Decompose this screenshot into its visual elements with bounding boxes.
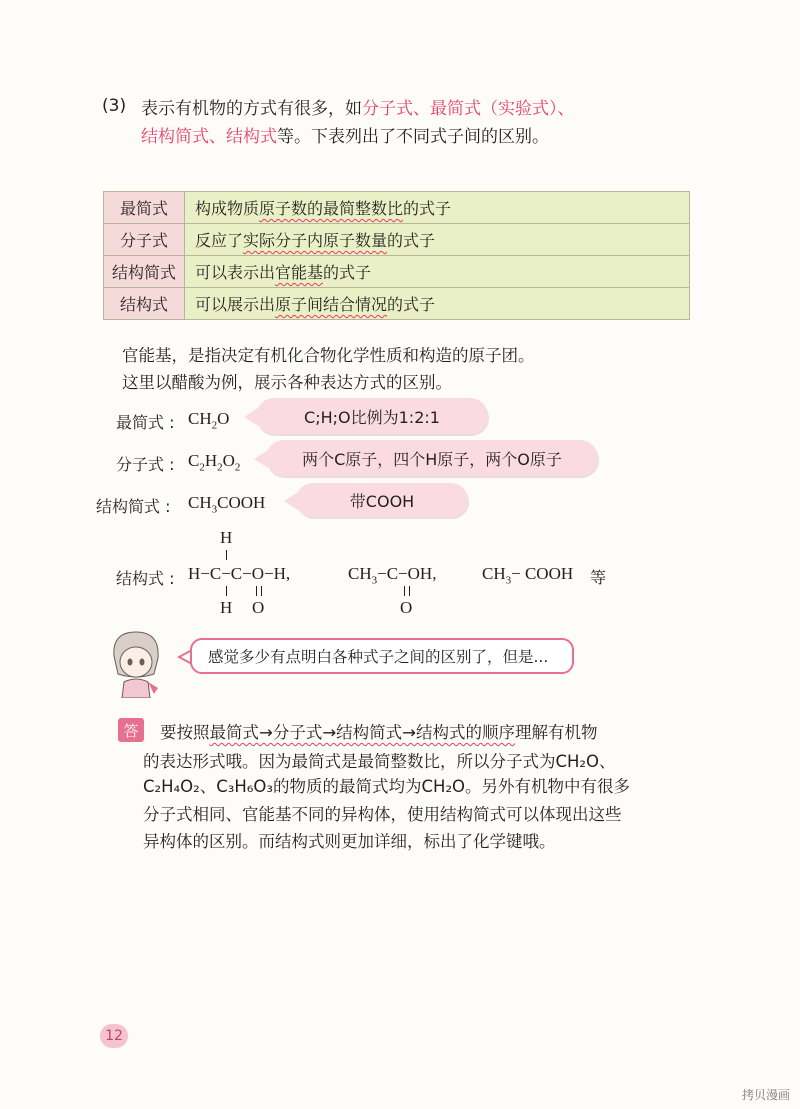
condensed-label: 结构简式 : (96, 497, 171, 516)
definition-cell: 反应了实际分子内原子数量的式子 (185, 224, 690, 256)
condensed-bubble: 带COOH (296, 483, 468, 517)
table-row (104, 256, 690, 288)
explanation-line: 官能基，是指决定有机化合物化学性质和构造的原子团。 (122, 346, 535, 365)
answer-line: 的表达形式哦。因为最简式是最简整数比，所以分子式为CH₂O、 (143, 752, 616, 771)
structural-tail: 等 (590, 568, 607, 587)
watermark: 拷贝漫画 (741, 1088, 790, 1102)
explanation-line: 这里以醋酸为例，展示各种表达方式的区别。 (122, 373, 452, 392)
molecular-bubble: 两个C原子，四个H原子，两个O原子 (266, 440, 598, 476)
intro-highlight: 分子式、最简式（实验式）、 (362, 99, 575, 119)
formula-definition-table (103, 191, 690, 320)
answer-badge: 答 (118, 718, 144, 742)
answer-line: C₂H₄O₂、C₃H₆O₃的物质的最简式均为CH₂O。另外有机物中有很多 (143, 777, 631, 796)
term-cell: 结构式 (104, 288, 185, 320)
definition-cell: 可以展示出原子间结合情况的式子 (185, 288, 690, 320)
empirical-bubble: C;H;O比例为1:2:1 (256, 398, 488, 434)
table-row (104, 288, 690, 320)
empirical-label: 最简式 : (116, 413, 175, 432)
answer-line: 分子式相同、官能基不同的异构体，使用结构简式可以体现出这些 (143, 805, 622, 824)
table-row (104, 224, 690, 256)
intro-text: 表示有机物的方式有很多，如 (141, 99, 362, 119)
speech-bubble: 感觉多少有点明白各种式子之间的区别了，但是... (190, 638, 574, 674)
answer-line: 异构体的区别。而结构式则更加详细，标出了化学键哦。 (143, 832, 556, 851)
intro-text: 等。下表列出了不同式子间的区别。 (277, 127, 549, 147)
molecular-formula: $C_2H_2O_2$ (188, 451, 241, 474)
definition-cell: 可以表示出官能基的式子 (185, 256, 690, 288)
answer-line: 要按照最简式→分子式→结构简式→结构式的顺序理解有机物 (160, 723, 598, 742)
table-row (104, 192, 690, 224)
term-cell: 分子式 (104, 224, 185, 256)
item-number: (3) (102, 96, 127, 116)
intro-highlight: 结构简式、结构式 (141, 127, 277, 147)
structural-formula: H H−C−C−O−H, H O $CH_3-C-OH$, O $CH_3-$ COOH 等 (188, 528, 607, 617)
intro-line-2 (141, 122, 549, 147)
definition-cell: 构成物质原子数的最简整数比的式子 (185, 192, 690, 224)
intro-line-1 (141, 94, 575, 119)
condensed-formula: $CH_3COOH$ (188, 493, 266, 516)
term-cell: 结构简式 (104, 256, 185, 288)
term-cell: 最简式 (104, 192, 185, 224)
molecular-label: 分子式 : (116, 455, 175, 474)
character-illustration (104, 626, 168, 702)
page-number: 12 (100, 1024, 128, 1048)
structural-label: 结构式 : (116, 569, 175, 588)
empirical-formula: $CH_2O$ (188, 409, 230, 432)
